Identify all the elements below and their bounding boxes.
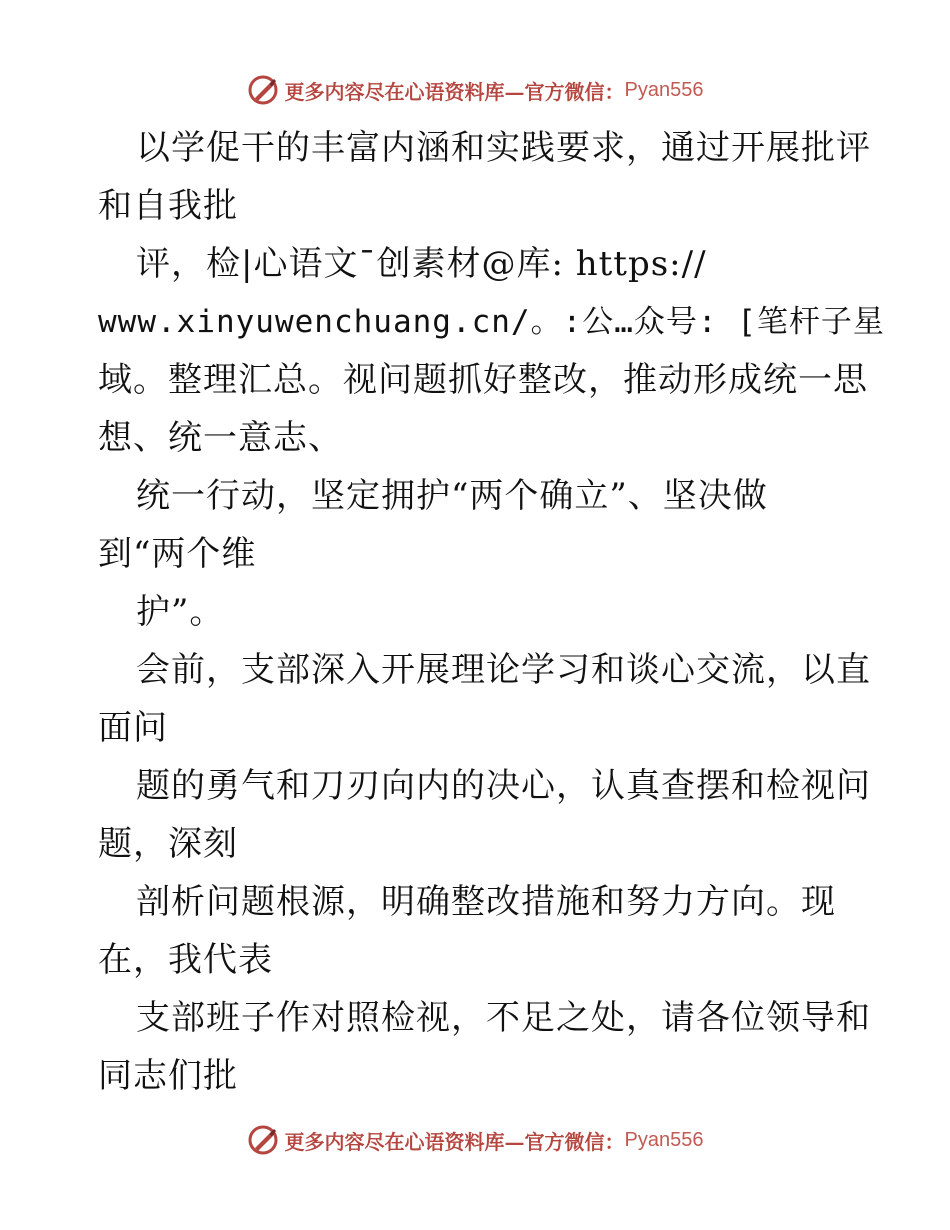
body-line: www.xinyuwenchuang.cn/。:公…众号: [笔杆子星	[98, 304, 885, 340]
body-line: 到“两个维	[98, 534, 257, 574]
body-line: 面问	[98, 708, 168, 748]
body-line: 域。整理汇总。视问题抓好整改，推动形成统一思	[98, 360, 868, 400]
body-line: 想、统一意志、	[98, 418, 343, 458]
body-line: 会前，支部深入开展理论学习和谈心交流，以直	[136, 650, 871, 690]
body-line: 护”。	[136, 592, 225, 632]
body-line: 题，深刻	[98, 824, 238, 864]
header-banner	[0, 70, 950, 110]
body-line: 和自我批	[98, 186, 238, 226]
body-line: 支部班子作对照检视，不足之处，请各位领导和	[136, 998, 871, 1038]
body-line: 剖析问题根源，明确整改措施和努力方向。现	[136, 882, 836, 922]
body-line: 题的勇气和刀刃向内的决心，认真查摆和检视问	[136, 766, 871, 806]
body-line: 统一行动，坚定拥护“两个确立”、坚决做	[136, 476, 768, 516]
pen-logo-icon	[247, 74, 279, 106]
footer-banner-text: 更多内容尽在心语资料库—官方微信：	[284, 1129, 625, 1154]
header-banner-wechat: Pyan556	[624, 78, 704, 101]
body-line: 在，我代表	[98, 940, 273, 980]
body-line: 以学促干的丰富内涵和实践要求，通过开展批评	[136, 128, 871, 168]
header-banner-text: 更多内容尽在心语资料库—官方微信：	[284, 79, 625, 104]
body-line: 同志们批	[98, 1056, 238, 1096]
pen-logo-icon	[247, 1124, 279, 1156]
footer-banner-wechat: Pyan556	[624, 1128, 704, 1151]
body-line: 评，检|心语文¯创素材@库: https://	[136, 244, 707, 284]
footer-banner	[0, 1120, 950, 1160]
